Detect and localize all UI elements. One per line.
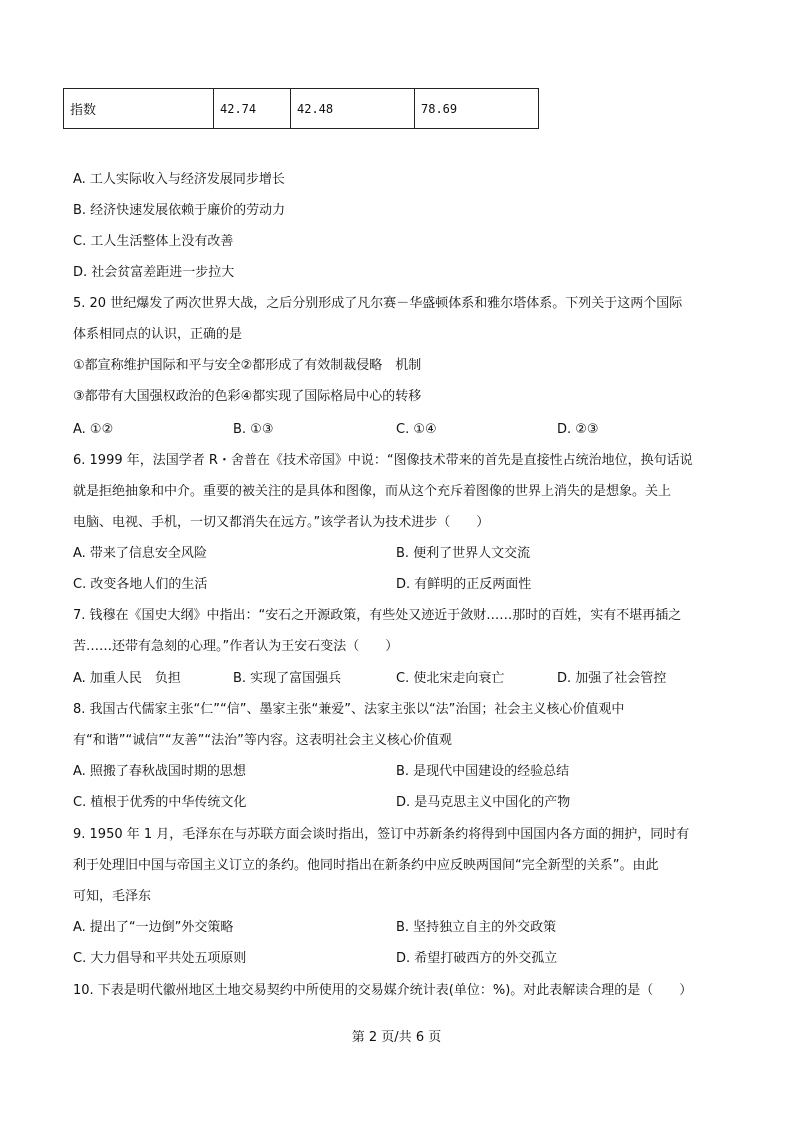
q4-option-d: D. 社会贫富差距进一步拉大 xyxy=(73,265,235,280)
table-cell: 42.74 xyxy=(214,89,291,129)
q6-option-d: D. 有鲜明的正反两面性 xyxy=(396,577,532,592)
q8-option-c: C. 植根于优秀的中华传统文化 xyxy=(73,795,247,810)
q8-stem-line: 8. 我国古代儒家主张“仁”“信”、墨家主张“兼爱”、法家主张以“法”治国；社会主义核心价值观中 xyxy=(73,702,625,717)
data-table xyxy=(63,88,539,129)
q4-option-c: C. 工人生活整体上没有改善 xyxy=(73,234,234,249)
q7-stem-line: 苦……还带有急刻的心理。”作者认为王安石变法（ ） xyxy=(73,639,399,654)
q5-stem-line: ①都宣称维护国际和平与安全②都形成了有效制裁侵略 机制 xyxy=(73,358,422,373)
q5-stem-line: 5. 20 世纪爆发了两次世界大战，之后分别形成了凡尔赛－华盛顿体系和雅尔塔体系。下列关于这两个国际 xyxy=(73,296,683,311)
q4-option-b: B. 经济快速发展依赖于廉价的劳动力 xyxy=(73,203,286,218)
q6-option-a: A. 带来了信息安全风险 xyxy=(73,546,207,561)
q6-stem-line: 就是拒绝抽象和中介。重要的被关注的是具体和图像，而从这个充斥着图像的世界上消失的是想象。关上 xyxy=(73,484,672,499)
q8-option-a: A. 照搬了春秋战国时期的思想 xyxy=(73,764,246,779)
q7-option-c: C. 使北宋走向衰亡 xyxy=(396,671,505,686)
q5-option-b: B. ①③ xyxy=(233,422,274,437)
q9-stem-line: 可知，毛泽东 xyxy=(73,889,152,904)
q7-stem-line: 7. 钱穆在《国史大纲》中指出：“安石之开源政策，有些处又迹近于敛财……那时的百姓，实有不堪再插之 xyxy=(73,608,682,623)
q4-option-a: A. 工人实际收入与经济发展同步增长 xyxy=(73,172,285,187)
q5-option-c: C. ①④ xyxy=(396,422,437,437)
q6-stem-line: 电脑、电视、手机，一切又都消失在远方。”该学者认为技术进步（ ） xyxy=(73,515,490,530)
q8-option-b: B. 是现代中国建设的经验总结 xyxy=(396,764,570,779)
q8-stem-line: 有“和谐”“诚信”“友善”“法治”等内容。这表明社会主义核心价值观 xyxy=(73,733,452,748)
table-row xyxy=(64,89,539,129)
q7-option-b: B. 实现了富国强兵 xyxy=(233,671,342,686)
q10-stem-line: 10. 下表是明代徽州地区土地交易契约中所使用的交易媒介统计表(单位：%)。对此表解读合理的是（ ） xyxy=(73,983,693,998)
table-row-label: 指数 xyxy=(64,89,214,129)
q9-option-d: D. 希望打破西方的外交孤立 xyxy=(396,951,558,966)
q7-option-a: A. 加重人民 负担 xyxy=(73,671,181,686)
q9-option-a: A. 提出了“一边倒”外交策略 xyxy=(73,920,234,935)
q9-stem-line: 利于处理旧中国与帝国主义订立的条约。他同时指出在新条约中应反映两国间“完全新型的关系”。由此 xyxy=(73,858,659,873)
q5-stem-line: ③都带有大国强权政治的色彩④都实现了国际格局中心的转移 xyxy=(73,389,422,404)
q9-stem-line: 9. 1950 年 1 月，毛泽东在与苏联方面会谈时指出，签订中苏新条约将得到中国国内各方面的拥护，同时有 xyxy=(73,827,690,842)
q6-option-c: C. 改变各地人们的生活 xyxy=(73,577,208,592)
q9-option-b: B. 坚持独立自主的外交政策 xyxy=(396,920,557,935)
page-footer: 第 2 页/共 6 页 xyxy=(351,1030,442,1045)
q9-option-c: C. 大力倡导和平共处五项原则 xyxy=(73,951,247,966)
q6-option-b: B. 便利了世界人文交流 xyxy=(396,546,531,561)
q8-option-d: D. 是马克思主义中国化的产物 xyxy=(396,795,571,810)
q5-option-a: A. ①② xyxy=(73,422,114,437)
q7-option-d: D. 加强了社会管控 xyxy=(557,671,667,686)
table-cell: 78.69 xyxy=(415,89,539,129)
q5-stem-line: 体系相同点的认识，正确的是 xyxy=(73,327,243,342)
q6-stem-line: 6. 1999 年，法国学者 R・舍普在《技术帝国》中说：“图像技术带来的首先是直接性占统治地位，换句话说 xyxy=(73,453,693,468)
table-cell: 42.48 xyxy=(291,89,415,129)
q5-option-d: D. ②③ xyxy=(557,422,599,437)
